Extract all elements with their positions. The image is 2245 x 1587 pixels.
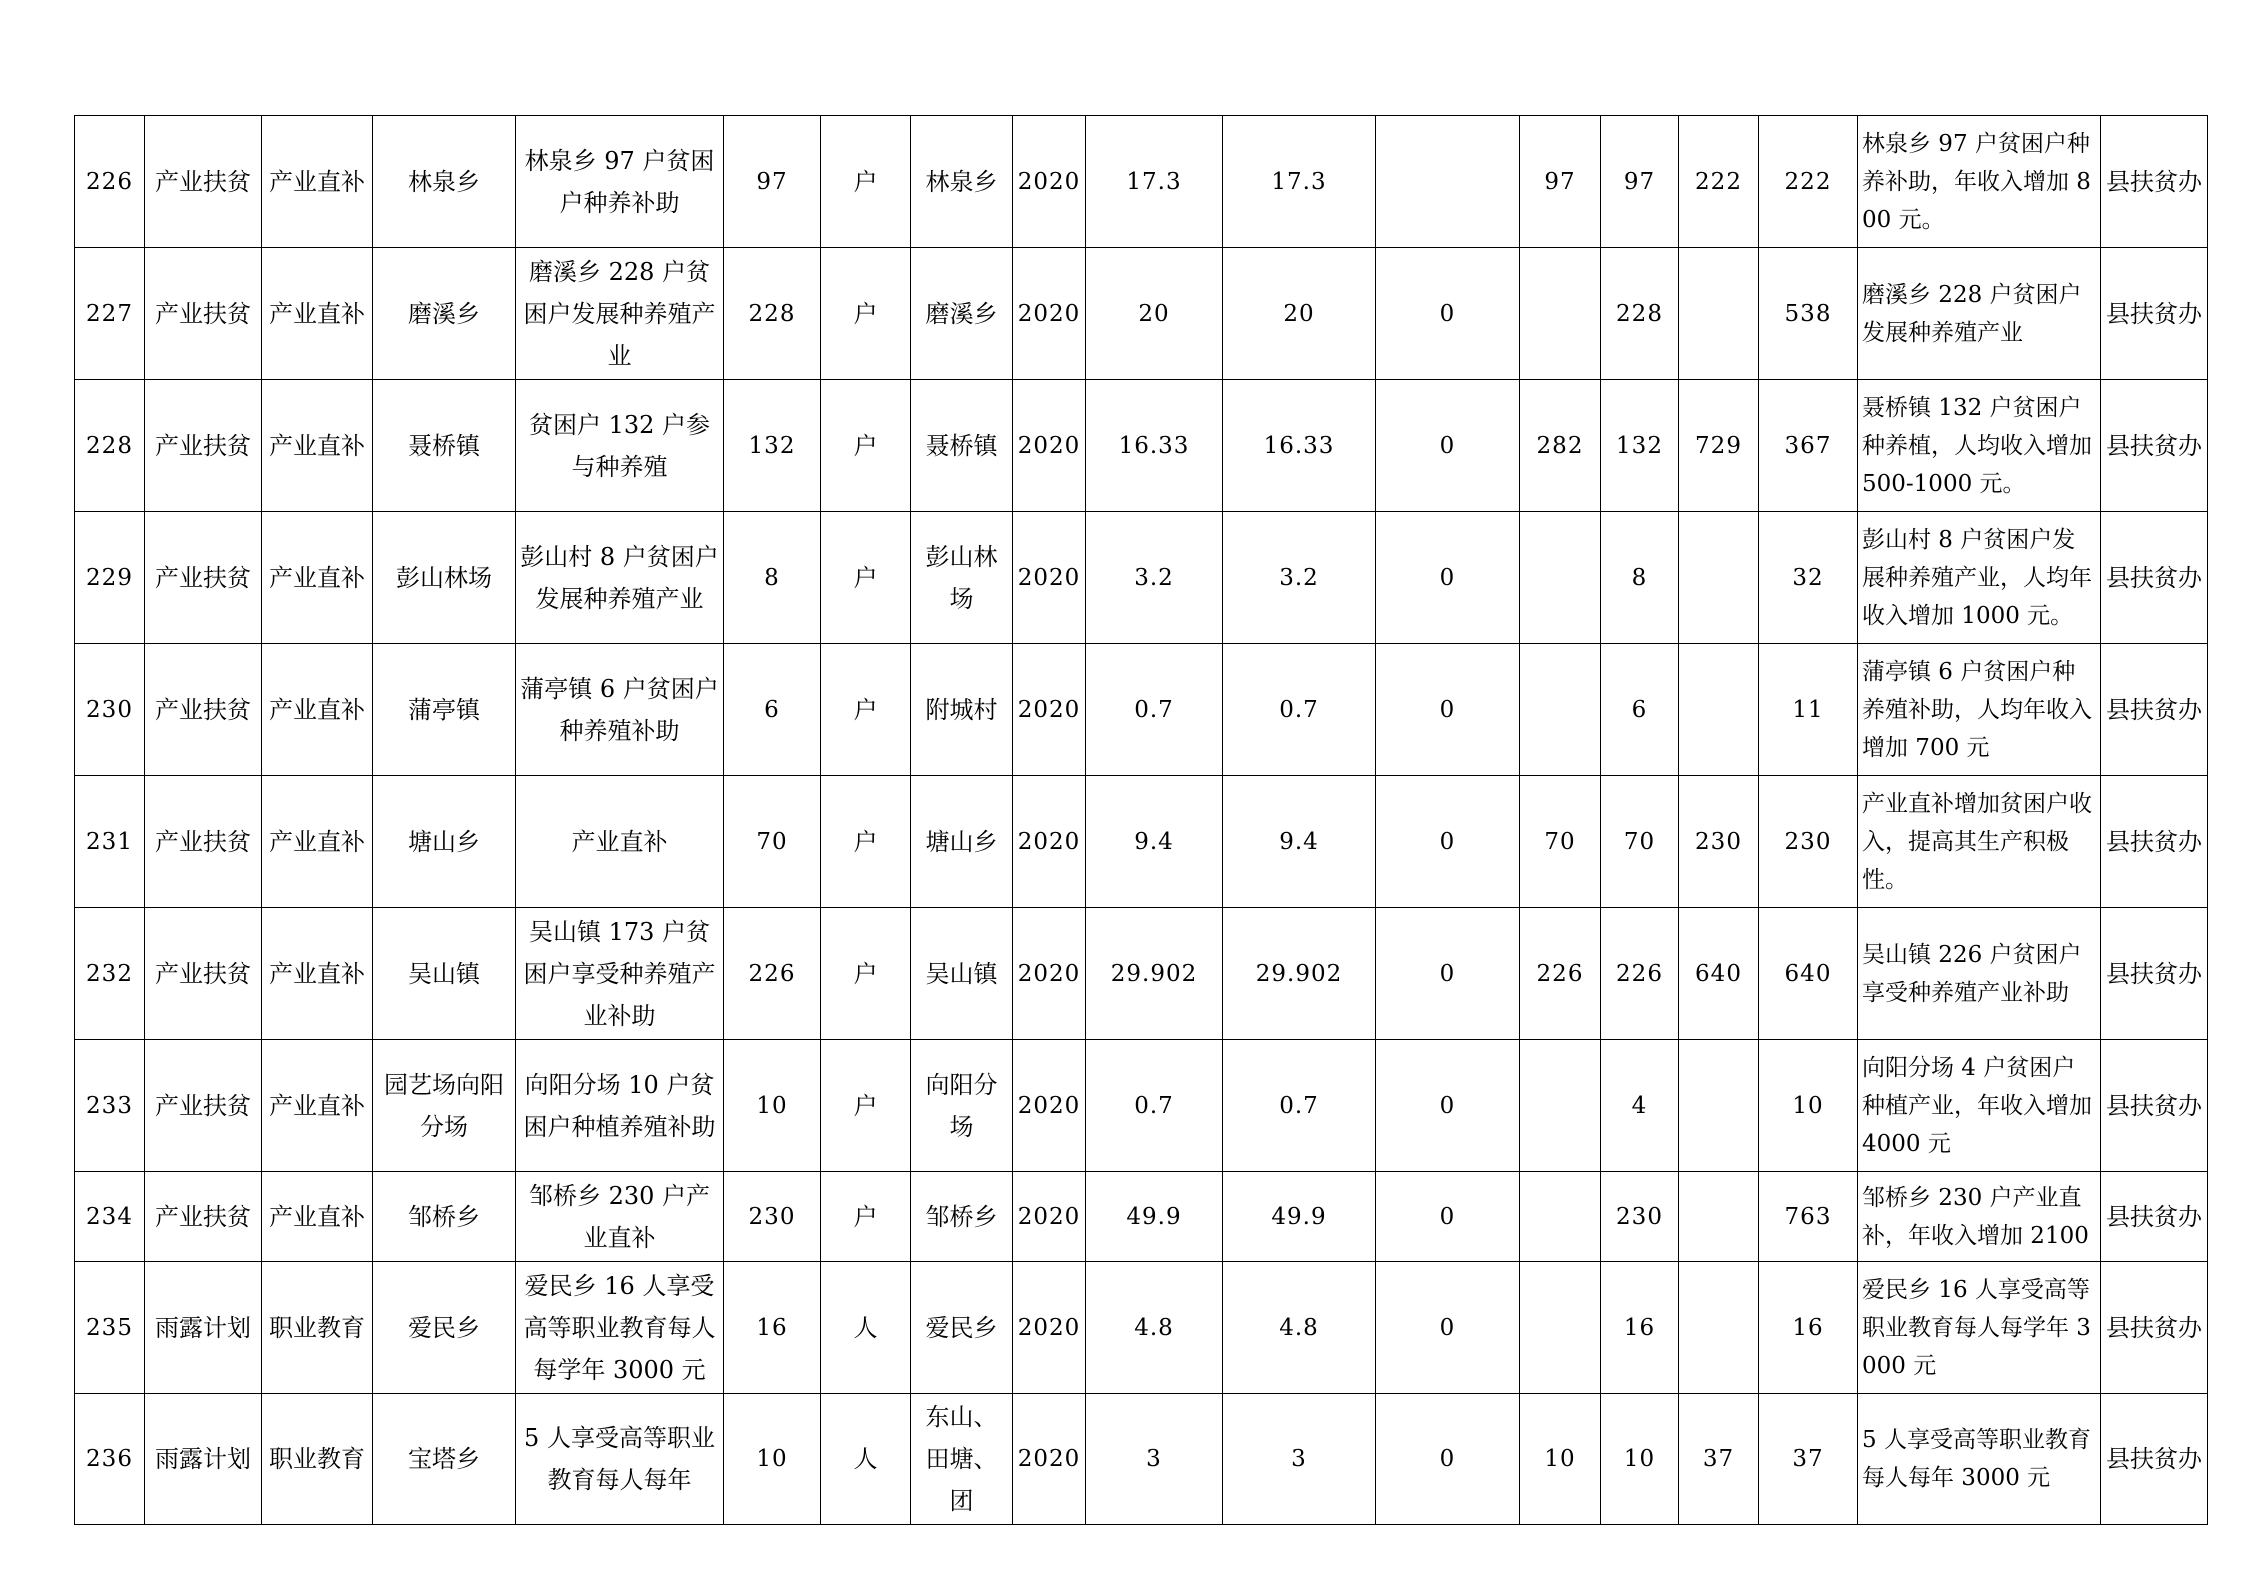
cell-people-benefited xyxy=(1679,512,1759,644)
table-body xyxy=(75,116,2208,1525)
cell-responsible-department: 县扶贫办 xyxy=(2101,248,2208,380)
cell-year: 2020 xyxy=(1013,1040,1086,1172)
cell-serial-number: 235 xyxy=(75,1262,145,1394)
cell-project-subtype: 职业教育 xyxy=(262,1394,373,1525)
cell-households-benefited: 10 xyxy=(1520,1394,1601,1525)
cell-scale: 230 xyxy=(724,1172,821,1262)
cell-project-type: 产业扶贫 xyxy=(145,644,262,776)
cell-poor-people-benefited: 37 xyxy=(1759,1394,1858,1525)
cell-fiscal-funds: 9.4 xyxy=(1223,776,1376,908)
cell-implementing-unit: 爱民乡 xyxy=(373,1262,516,1394)
cell-project-type: 产业扶贫 xyxy=(145,116,262,248)
cell-other-funds: 0 xyxy=(1376,380,1520,512)
cell-total-investment: 49.9 xyxy=(1086,1172,1223,1262)
cell-location: 塘山乡 xyxy=(911,776,1013,908)
cell-measure-unit: 户 xyxy=(821,1040,911,1172)
cell-scale: 10 xyxy=(724,1394,821,1525)
cell-location: 彭山林场 xyxy=(911,512,1013,644)
cell-responsible-department: 县扶贫办 xyxy=(2101,116,2208,248)
cell-responsible-department: 县扶贫办 xyxy=(2101,1262,2208,1394)
cell-measure-unit: 户 xyxy=(821,512,911,644)
cell-total-investment: 29.902 xyxy=(1086,908,1223,1040)
cell-project-subtype: 产业直补 xyxy=(262,776,373,908)
cell-location: 磨溪乡 xyxy=(911,248,1013,380)
cell-location: 东山、田塘、团 xyxy=(911,1394,1013,1525)
cell-households-benefited xyxy=(1520,248,1601,380)
cell-expected-benefit: 磨溪乡 228 户贫困户发展种养殖产业 xyxy=(1858,248,2101,380)
table-row xyxy=(75,776,2208,908)
cell-project-subtype: 产业直补 xyxy=(262,1040,373,1172)
cell-households-benefited: 97 xyxy=(1520,116,1601,248)
cell-expected-benefit: 聂桥镇 132 户贫困户种养植，人均收入增加 500-1000 元。 xyxy=(1858,380,2101,512)
cell-households-benefited xyxy=(1520,1262,1601,1394)
cell-project-content: 爱民乡 16 人享受高等职业教育每人每学年 3000 元 xyxy=(516,1262,724,1394)
cell-people-benefited xyxy=(1679,1262,1759,1394)
table-row xyxy=(75,1172,2208,1262)
cell-other-funds: 0 xyxy=(1376,248,1520,380)
cell-serial-number: 229 xyxy=(75,512,145,644)
table-row xyxy=(75,512,2208,644)
cell-poor-people-benefited: 367 xyxy=(1759,380,1858,512)
cell-project-content: 产业直补 xyxy=(516,776,724,908)
cell-year: 2020 xyxy=(1013,248,1086,380)
cell-poor-households-benefited: 6 xyxy=(1601,644,1679,776)
cell-implementing-unit: 园艺场向阳分场 xyxy=(373,1040,516,1172)
cell-households-benefited: 282 xyxy=(1520,380,1601,512)
cell-year: 2020 xyxy=(1013,512,1086,644)
cell-poor-households-benefited: 8 xyxy=(1601,512,1679,644)
cell-project-subtype: 产业直补 xyxy=(262,116,373,248)
cell-scale: 10 xyxy=(724,1040,821,1172)
cell-poor-people-benefited: 10 xyxy=(1759,1040,1858,1172)
cell-total-investment: 3 xyxy=(1086,1394,1223,1525)
cell-responsible-department: 县扶贫办 xyxy=(2101,1040,2208,1172)
cell-responsible-department: 县扶贫办 xyxy=(2101,644,2208,776)
cell-serial-number: 230 xyxy=(75,644,145,776)
cell-measure-unit: 户 xyxy=(821,908,911,1040)
cell-total-investment: 0.7 xyxy=(1086,644,1223,776)
cell-poor-households-benefited: 4 xyxy=(1601,1040,1679,1172)
cell-implementing-unit: 蒲亭镇 xyxy=(373,644,516,776)
cell-scale: 228 xyxy=(724,248,821,380)
cell-total-investment: 17.3 xyxy=(1086,116,1223,248)
cell-people-benefited: 640 xyxy=(1679,908,1759,1040)
cell-year: 2020 xyxy=(1013,380,1086,512)
cell-implementing-unit: 磨溪乡 xyxy=(373,248,516,380)
cell-responsible-department: 县扶贫办 xyxy=(2101,908,2208,1040)
cell-project-content: 5 人享受高等职业教育每人每年 xyxy=(516,1394,724,1525)
table-row xyxy=(75,380,2208,512)
cell-fiscal-funds: 0.7 xyxy=(1223,644,1376,776)
cell-measure-unit: 户 xyxy=(821,380,911,512)
cell-poor-people-benefited: 11 xyxy=(1759,644,1858,776)
cell-project-content: 磨溪乡 228 户贫困户发展种养殖产业 xyxy=(516,248,724,380)
cell-project-content: 蒲亭镇 6 户贫困户种养殖补助 xyxy=(516,644,724,776)
cell-fiscal-funds: 29.902 xyxy=(1223,908,1376,1040)
cell-serial-number: 232 xyxy=(75,908,145,1040)
cell-measure-unit: 户 xyxy=(821,248,911,380)
table-row xyxy=(75,644,2208,776)
cell-poor-people-benefited: 763 xyxy=(1759,1172,1858,1262)
cell-fiscal-funds: 3.2 xyxy=(1223,512,1376,644)
cell-project-subtype: 职业教育 xyxy=(262,1262,373,1394)
cell-poor-households-benefited: 10 xyxy=(1601,1394,1679,1525)
cell-expected-benefit: 邹桥乡 230 户产业直补，年收入增加 2100 xyxy=(1858,1172,2101,1262)
cell-measure-unit: 人 xyxy=(821,1394,911,1525)
cell-other-funds: 0 xyxy=(1376,908,1520,1040)
cell-fiscal-funds: 4.8 xyxy=(1223,1262,1376,1394)
cell-poor-households-benefited: 228 xyxy=(1601,248,1679,380)
cell-total-investment: 16.33 xyxy=(1086,380,1223,512)
cell-project-content: 彭山村 8 户贫困户发展种养殖产业 xyxy=(516,512,724,644)
table-row xyxy=(75,908,2208,1040)
cell-people-benefited xyxy=(1679,1172,1759,1262)
cell-project-content: 向阳分场 10 户贫困户种植养殖补助 xyxy=(516,1040,724,1172)
cell-responsible-department: 县扶贫办 xyxy=(2101,776,2208,908)
cell-implementing-unit: 聂桥镇 xyxy=(373,380,516,512)
cell-poor-people-benefited: 538 xyxy=(1759,248,1858,380)
cell-location: 爱民乡 xyxy=(911,1262,1013,1394)
cell-project-subtype: 产业直补 xyxy=(262,380,373,512)
cell-year: 2020 xyxy=(1013,776,1086,908)
cell-poor-households-benefited: 230 xyxy=(1601,1172,1679,1262)
cell-poor-people-benefited: 222 xyxy=(1759,116,1858,248)
cell-project-content: 吴山镇 173 户贫困户享受种养殖产业补助 xyxy=(516,908,724,1040)
cell-measure-unit: 人 xyxy=(821,1262,911,1394)
cell-expected-benefit: 蒲亭镇 6 户贫困户种养殖补助，人均年收入增加 700 元 xyxy=(1858,644,2101,776)
cell-poor-people-benefited: 32 xyxy=(1759,512,1858,644)
cell-implementing-unit: 邹桥乡 xyxy=(373,1172,516,1262)
cell-implementing-unit: 林泉乡 xyxy=(373,116,516,248)
cell-people-benefited: 729 xyxy=(1679,380,1759,512)
cell-fiscal-funds: 49.9 xyxy=(1223,1172,1376,1262)
cell-households-benefited: 70 xyxy=(1520,776,1601,908)
cell-people-benefited xyxy=(1679,1040,1759,1172)
cell-location: 附城村 xyxy=(911,644,1013,776)
cell-expected-benefit: 爱民乡 16 人享受高等职业教育每人每学年 3000 元 xyxy=(1858,1262,2101,1394)
cell-poor-people-benefited: 16 xyxy=(1759,1262,1858,1394)
cell-implementing-unit: 宝塔乡 xyxy=(373,1394,516,1525)
table-row xyxy=(75,1040,2208,1172)
cell-scale: 8 xyxy=(724,512,821,644)
cell-year: 2020 xyxy=(1013,1172,1086,1262)
cell-households-benefited: 226 xyxy=(1520,908,1601,1040)
cell-total-investment: 20 xyxy=(1086,248,1223,380)
cell-poor-people-benefited: 640 xyxy=(1759,908,1858,1040)
cell-year: 2020 xyxy=(1013,1262,1086,1394)
cell-people-benefited: 222 xyxy=(1679,116,1759,248)
cell-location: 聂桥镇 xyxy=(911,380,1013,512)
cell-total-investment: 0.7 xyxy=(1086,1040,1223,1172)
cell-other-funds: 0 xyxy=(1376,1394,1520,1525)
table-row xyxy=(75,1262,2208,1394)
cell-location: 吴山镇 xyxy=(911,908,1013,1040)
cell-responsible-department: 县扶贫办 xyxy=(2101,1172,2208,1262)
cell-expected-benefit: 5 人享受高等职业教育每人每年 3000 元 xyxy=(1858,1394,2101,1525)
cell-scale: 6 xyxy=(724,644,821,776)
cell-project-type: 产业扶贫 xyxy=(145,908,262,1040)
cell-households-benefited xyxy=(1520,512,1601,644)
cell-scale: 16 xyxy=(724,1262,821,1394)
cell-project-type: 产业扶贫 xyxy=(145,1040,262,1172)
cell-serial-number: 228 xyxy=(75,380,145,512)
cell-expected-benefit: 吴山镇 226 户贫困户享受种养殖产业补助 xyxy=(1858,908,2101,1040)
cell-project-type: 产业扶贫 xyxy=(145,380,262,512)
cell-project-type: 产业扶贫 xyxy=(145,1172,262,1262)
cell-scale: 132 xyxy=(724,380,821,512)
project-table xyxy=(74,115,2208,1525)
cell-poor-people-benefited: 230 xyxy=(1759,776,1858,908)
cell-implementing-unit: 塘山乡 xyxy=(373,776,516,908)
cell-people-benefited: 230 xyxy=(1679,776,1759,908)
cell-fiscal-funds: 16.33 xyxy=(1223,380,1376,512)
cell-year: 2020 xyxy=(1013,644,1086,776)
table-row xyxy=(75,116,2208,248)
cell-expected-benefit: 彭山村 8 户贫困户发展种养殖产业，人均年收入增加 1000 元。 xyxy=(1858,512,2101,644)
cell-people-benefited xyxy=(1679,248,1759,380)
cell-other-funds xyxy=(1376,116,1520,248)
cell-scale: 97 xyxy=(724,116,821,248)
cell-year: 2020 xyxy=(1013,1394,1086,1525)
cell-measure-unit: 户 xyxy=(821,644,911,776)
cell-serial-number: 236 xyxy=(75,1394,145,1525)
cell-project-content: 贫困户 132 户参与种养殖 xyxy=(516,380,724,512)
cell-measure-unit: 户 xyxy=(821,776,911,908)
cell-poor-households-benefited: 132 xyxy=(1601,380,1679,512)
cell-total-investment: 9.4 xyxy=(1086,776,1223,908)
cell-project-subtype: 产业直补 xyxy=(262,1172,373,1262)
cell-scale: 70 xyxy=(724,776,821,908)
cell-year: 2020 xyxy=(1013,116,1086,248)
cell-year: 2020 xyxy=(1013,908,1086,1040)
cell-expected-benefit: 向阳分场 4 户贫困户种植产业，年收入增加 4000 元 xyxy=(1858,1040,2101,1172)
table-row xyxy=(75,248,2208,380)
cell-households-benefited xyxy=(1520,1040,1601,1172)
cell-serial-number: 227 xyxy=(75,248,145,380)
cell-project-subtype: 产业直补 xyxy=(262,512,373,644)
cell-people-benefited: 37 xyxy=(1679,1394,1759,1525)
cell-expected-benefit: 林泉乡 97 户贫困户种养补助，年收入增加 800 元。 xyxy=(1858,116,2101,248)
cell-location: 林泉乡 xyxy=(911,116,1013,248)
cell-poor-households-benefited: 70 xyxy=(1601,776,1679,908)
cell-other-funds: 0 xyxy=(1376,644,1520,776)
cell-location: 邹桥乡 xyxy=(911,1172,1013,1262)
cell-scale: 226 xyxy=(724,908,821,1040)
cell-fiscal-funds: 3 xyxy=(1223,1394,1376,1525)
cell-responsible-department: 县扶贫办 xyxy=(2101,512,2208,644)
cell-households-benefited xyxy=(1520,644,1601,776)
cell-implementing-unit: 吴山镇 xyxy=(373,908,516,1040)
cell-serial-number: 234 xyxy=(75,1172,145,1262)
cell-project-type: 产业扶贫 xyxy=(145,512,262,644)
cell-fiscal-funds: 20 xyxy=(1223,248,1376,380)
cell-people-benefited xyxy=(1679,644,1759,776)
cell-project-content: 林泉乡 97 户贫困户种养补助 xyxy=(516,116,724,248)
cell-expected-benefit: 产业直补增加贫困户收入，提高其生产积极性。 xyxy=(1858,776,2101,908)
cell-serial-number: 226 xyxy=(75,116,145,248)
cell-project-type: 雨露计划 xyxy=(145,1394,262,1525)
cell-fiscal-funds: 0.7 xyxy=(1223,1040,1376,1172)
cell-poor-households-benefited: 226 xyxy=(1601,908,1679,1040)
cell-serial-number: 233 xyxy=(75,1040,145,1172)
cell-poor-households-benefited: 16 xyxy=(1601,1262,1679,1394)
cell-project-type: 产业扶贫 xyxy=(145,776,262,908)
cell-other-funds: 0 xyxy=(1376,1262,1520,1394)
cell-fiscal-funds: 17.3 xyxy=(1223,116,1376,248)
cell-implementing-unit: 彭山林场 xyxy=(373,512,516,644)
cell-project-type: 产业扶贫 xyxy=(145,248,262,380)
cell-project-content: 邹桥乡 230 户产业直补 xyxy=(516,1172,724,1262)
cell-measure-unit: 户 xyxy=(821,116,911,248)
cell-other-funds: 0 xyxy=(1376,512,1520,644)
cell-measure-unit: 户 xyxy=(821,1172,911,1262)
cell-responsible-department: 县扶贫办 xyxy=(2101,1394,2208,1525)
cell-poor-households-benefited: 97 xyxy=(1601,116,1679,248)
cell-project-type: 雨露计划 xyxy=(145,1262,262,1394)
cell-project-subtype: 产业直补 xyxy=(262,908,373,1040)
cell-households-benefited xyxy=(1520,1172,1601,1262)
cell-total-investment: 4.8 xyxy=(1086,1262,1223,1394)
cell-project-subtype: 产业直补 xyxy=(262,248,373,380)
cell-responsible-department: 县扶贫办 xyxy=(2101,380,2208,512)
cell-other-funds: 0 xyxy=(1376,1040,1520,1172)
cell-serial-number: 231 xyxy=(75,776,145,908)
cell-total-investment: 3.2 xyxy=(1086,512,1223,644)
cell-location: 向阳分场 xyxy=(911,1040,1013,1172)
cell-other-funds: 0 xyxy=(1376,1172,1520,1262)
cell-other-funds: 0 xyxy=(1376,776,1520,908)
table-row xyxy=(75,1394,2208,1525)
cell-project-subtype: 产业直补 xyxy=(262,644,373,776)
project-table-sheet xyxy=(74,115,2207,1525)
